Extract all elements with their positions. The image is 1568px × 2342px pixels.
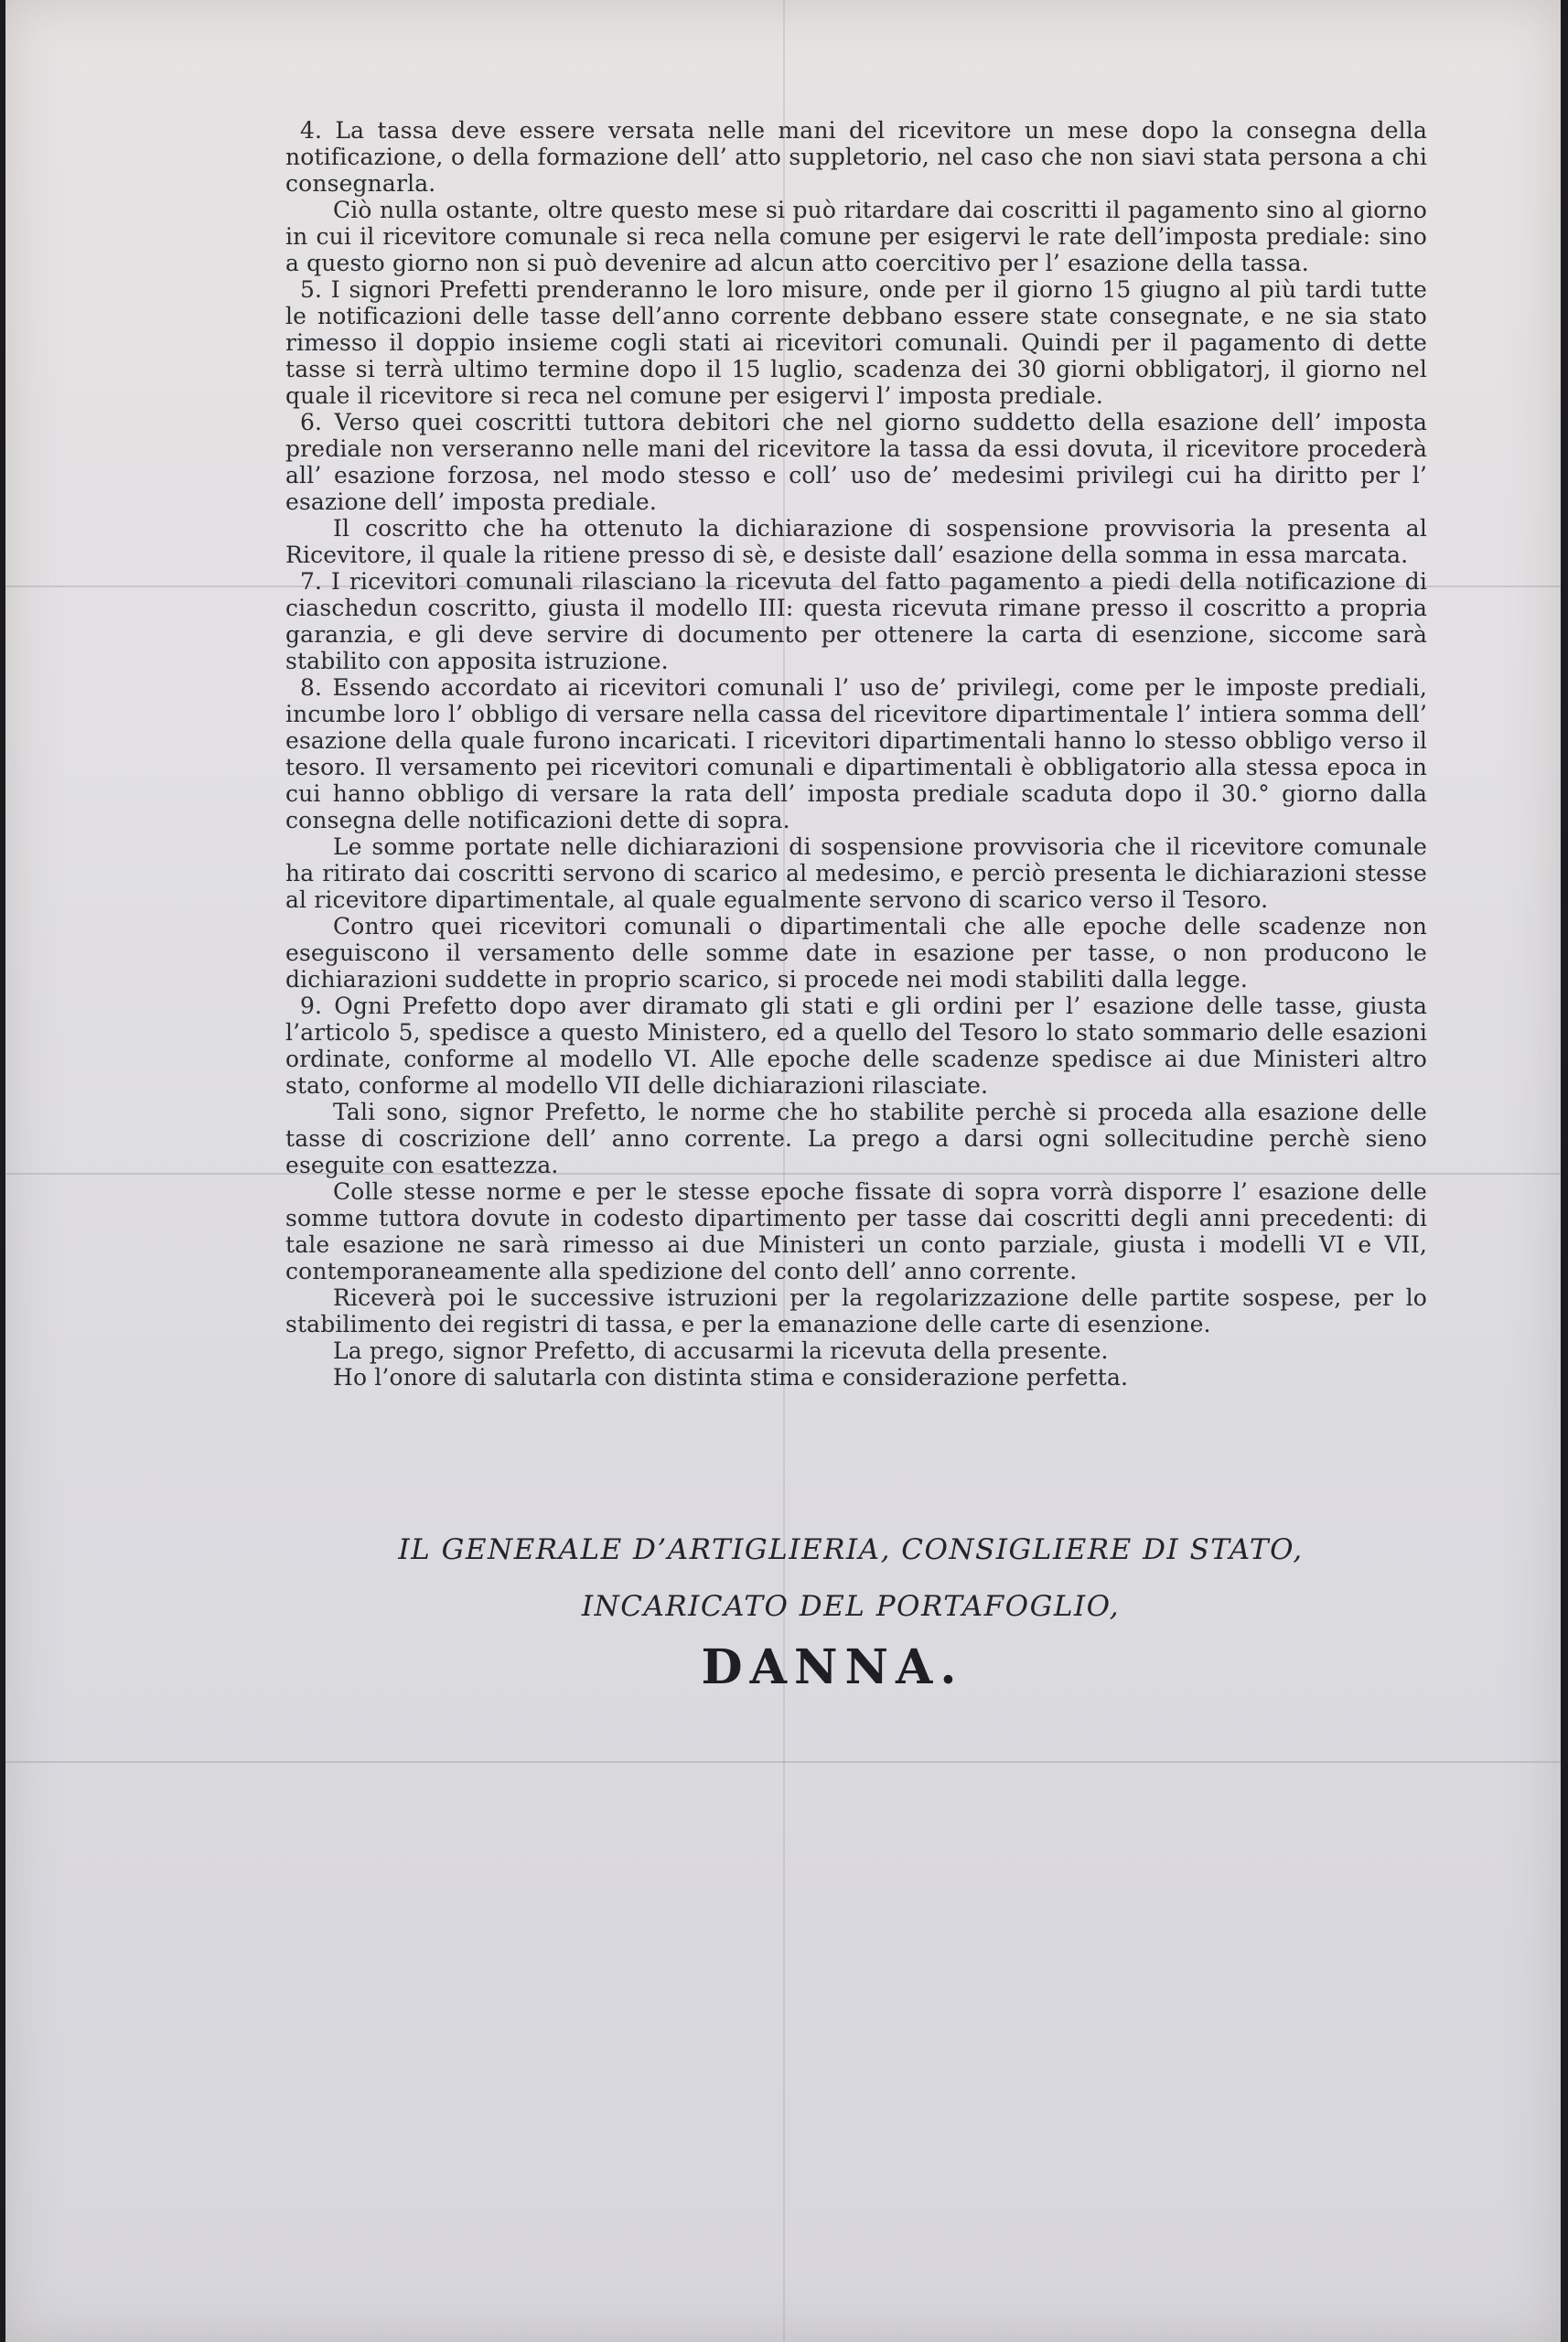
paragraph: Il coscritto che ha ottenuto la dichiarazione di sospensione provvisoria la presenta al Ricevitore, il quale la ritiene presso di sè, e desiste dall’ esazione della somma in essa marcata. <box>285 515 1427 568</box>
paragraph: Contro quei ricevitori comunali o dipartimentali che alle epoche delle scadenze non eseguiscono il versamento delle somme date in esazione per tasse, o non producono le dichiarazioni suddette in proprio scarico, si procede nei modi stabiliti dalla legge. <box>285 913 1427 993</box>
paragraph: 9. Ogni Prefetto dopo aver diramato gli stati e gli ordini per l’ esazione delle tasse, giusta l’articolo 5, spedisce a questo Ministero, ed a quello del Tesoro lo stato sommario delle esazioni ordinate, conforme al modello VI. Alle epoche delle scadenze spedisce ai due Ministeri altro stato, conforme al modello VII delle dichiarazioni rilasciate. <box>285 993 1427 1099</box>
paragraph: Riceverà poi le successive istruzioni per la regolarizzazione delle partite sospese, per lo stabilimento dei registri di tassa, e per la emanazione delle carte di esenzione. <box>285 1284 1427 1338</box>
signature-name: DANNA. <box>701 1639 964 1695</box>
paragraph: 8. Essendo accordato ai ricevitori comunali l’ uso de’ privilegi, come per le imposte prediali, incumbe loro l’ obbligo di versare nella cassa del ricevitore dipartimentale l’ intiera somma dell’ esazione della quale furono incaricati. I ricevitori dipartimentali hanno lo stesso obbligo verso il tesoro. Il versamento pei ricevitori comunali e dipartimentali è obbligatorio alla stessa epoca in cui hanno obbligo di versare la rata dell’ imposta prediale scaduta dopo il 30.° giorno dalla consegna delle notificazioni dette di sopra. <box>285 674 1427 833</box>
paragraph: Le somme portate nelle dichiarazioni di sospensione provvisoria che il ricevitore comunale ha ritirato dai coscritti servono di scarico al medesimo, e perciò presenta le dichiarazioni stesse al ricevitore dipartimentale, al quale egualmente servono di scarico verso il Tesoro. <box>285 833 1427 913</box>
paragraph: Ciò nulla ostante, oltre questo mese si può ritardare dai coscritti il pagamento sino al giorno in cui il ricevitore comunale si reca nella comune per esigervi le rate dell’imposta prediale: sino a questo giorno non si può devenire ad alcun atto coercitivo per l’ esazione della tassa. <box>285 197 1427 276</box>
paragraph: 5. I signori Prefetti prenderanno le loro misure, onde per il giorno 15 giugno al più tardi tutte le notificazioni delle tasse dell’anno corrente debbano essere state consegnate, e ne sia stato rimesso il doppio insieme cogli stati ai ricevitori comunali. Quindi per il pagamento di dette tasse si terrà ultimo termine dopo il 15 luglio, scadenza dei 30 giorni obbligatorj, il giorno nel quale il ricevitore si reca nel comune per esigervi l’ imposta prediale. <box>285 276 1427 409</box>
paragraph: Ho l’onore di salutarla con distinta stima e considerazione perfetta. <box>333 1364 1129 1391</box>
paragraph: Tali sono, signor Prefetto, le norme che ho stabilite perchè si proceda alla esazione delle tasse di coscrizione dell’ anno corrente. La prego a darsi ogni sollecitudine perchè sieno eseguite con esattezza. <box>285 1099 1427 1178</box>
paragraph: 4. La tassa deve essere versata nelle mani del ricevitore un mese dopo la consegna della notificazione, o della formazione dell’ atto suppletorio, nel caso che non siavi stata persona a chi consegnarla. <box>285 117 1427 197</box>
paragraph: La prego, signor Prefetto, di accusarmi la ricevuta della presente. <box>333 1338 1109 1364</box>
paragraph: 7. I ricevitori comunali rilasciano la ricevuta del fatto pagamento a piedi della notificazione di ciaschedun coscritto, giusta il modello III: questa ricevuta rimane presso il coscritto a propria garanzia, e gli deve servire di documento per ottenere la carta di esenzione, siccome sarà stabilito con apposita istruzione. <box>285 568 1427 674</box>
paragraph: 6. Verso quei coscritti tuttora debitori che nel giorno suddetto della esazione dell’ imposta prediale non verseranno nelle mani del ricevitore la tassa da essi dovuta, il ricevitore procederà all’ esazione forzosa, nel modo stesso e coll’ uso de’ medesimi privilegi cui ha diritto per l’ esazione dell’ imposta prediale. <box>285 409 1427 515</box>
signature-office: INCARICATO DEL PORTAFOGLIO, <box>581 1590 1121 1623</box>
signature-title: IL GENERALE D’ARTIGLIERIA, CONSIGLIERE DI STATO, <box>398 1533 1304 1566</box>
paragraph: Colle stesse norme e per le stesse epoche fissate di sopra vorrà disporre l’ esazione delle somme tuttora dovute in codesto dipartimento per tasse dai coscritti degli anni precedenti: di tale esazione ne sarà rimesso ai due Ministeri un conto parziale, giusta i modelli VI e VII, contemporaneamente alla spedizione del conto dell’ anno corrente. <box>285 1178 1427 1284</box>
letter-body <box>285 117 1427 1391</box>
